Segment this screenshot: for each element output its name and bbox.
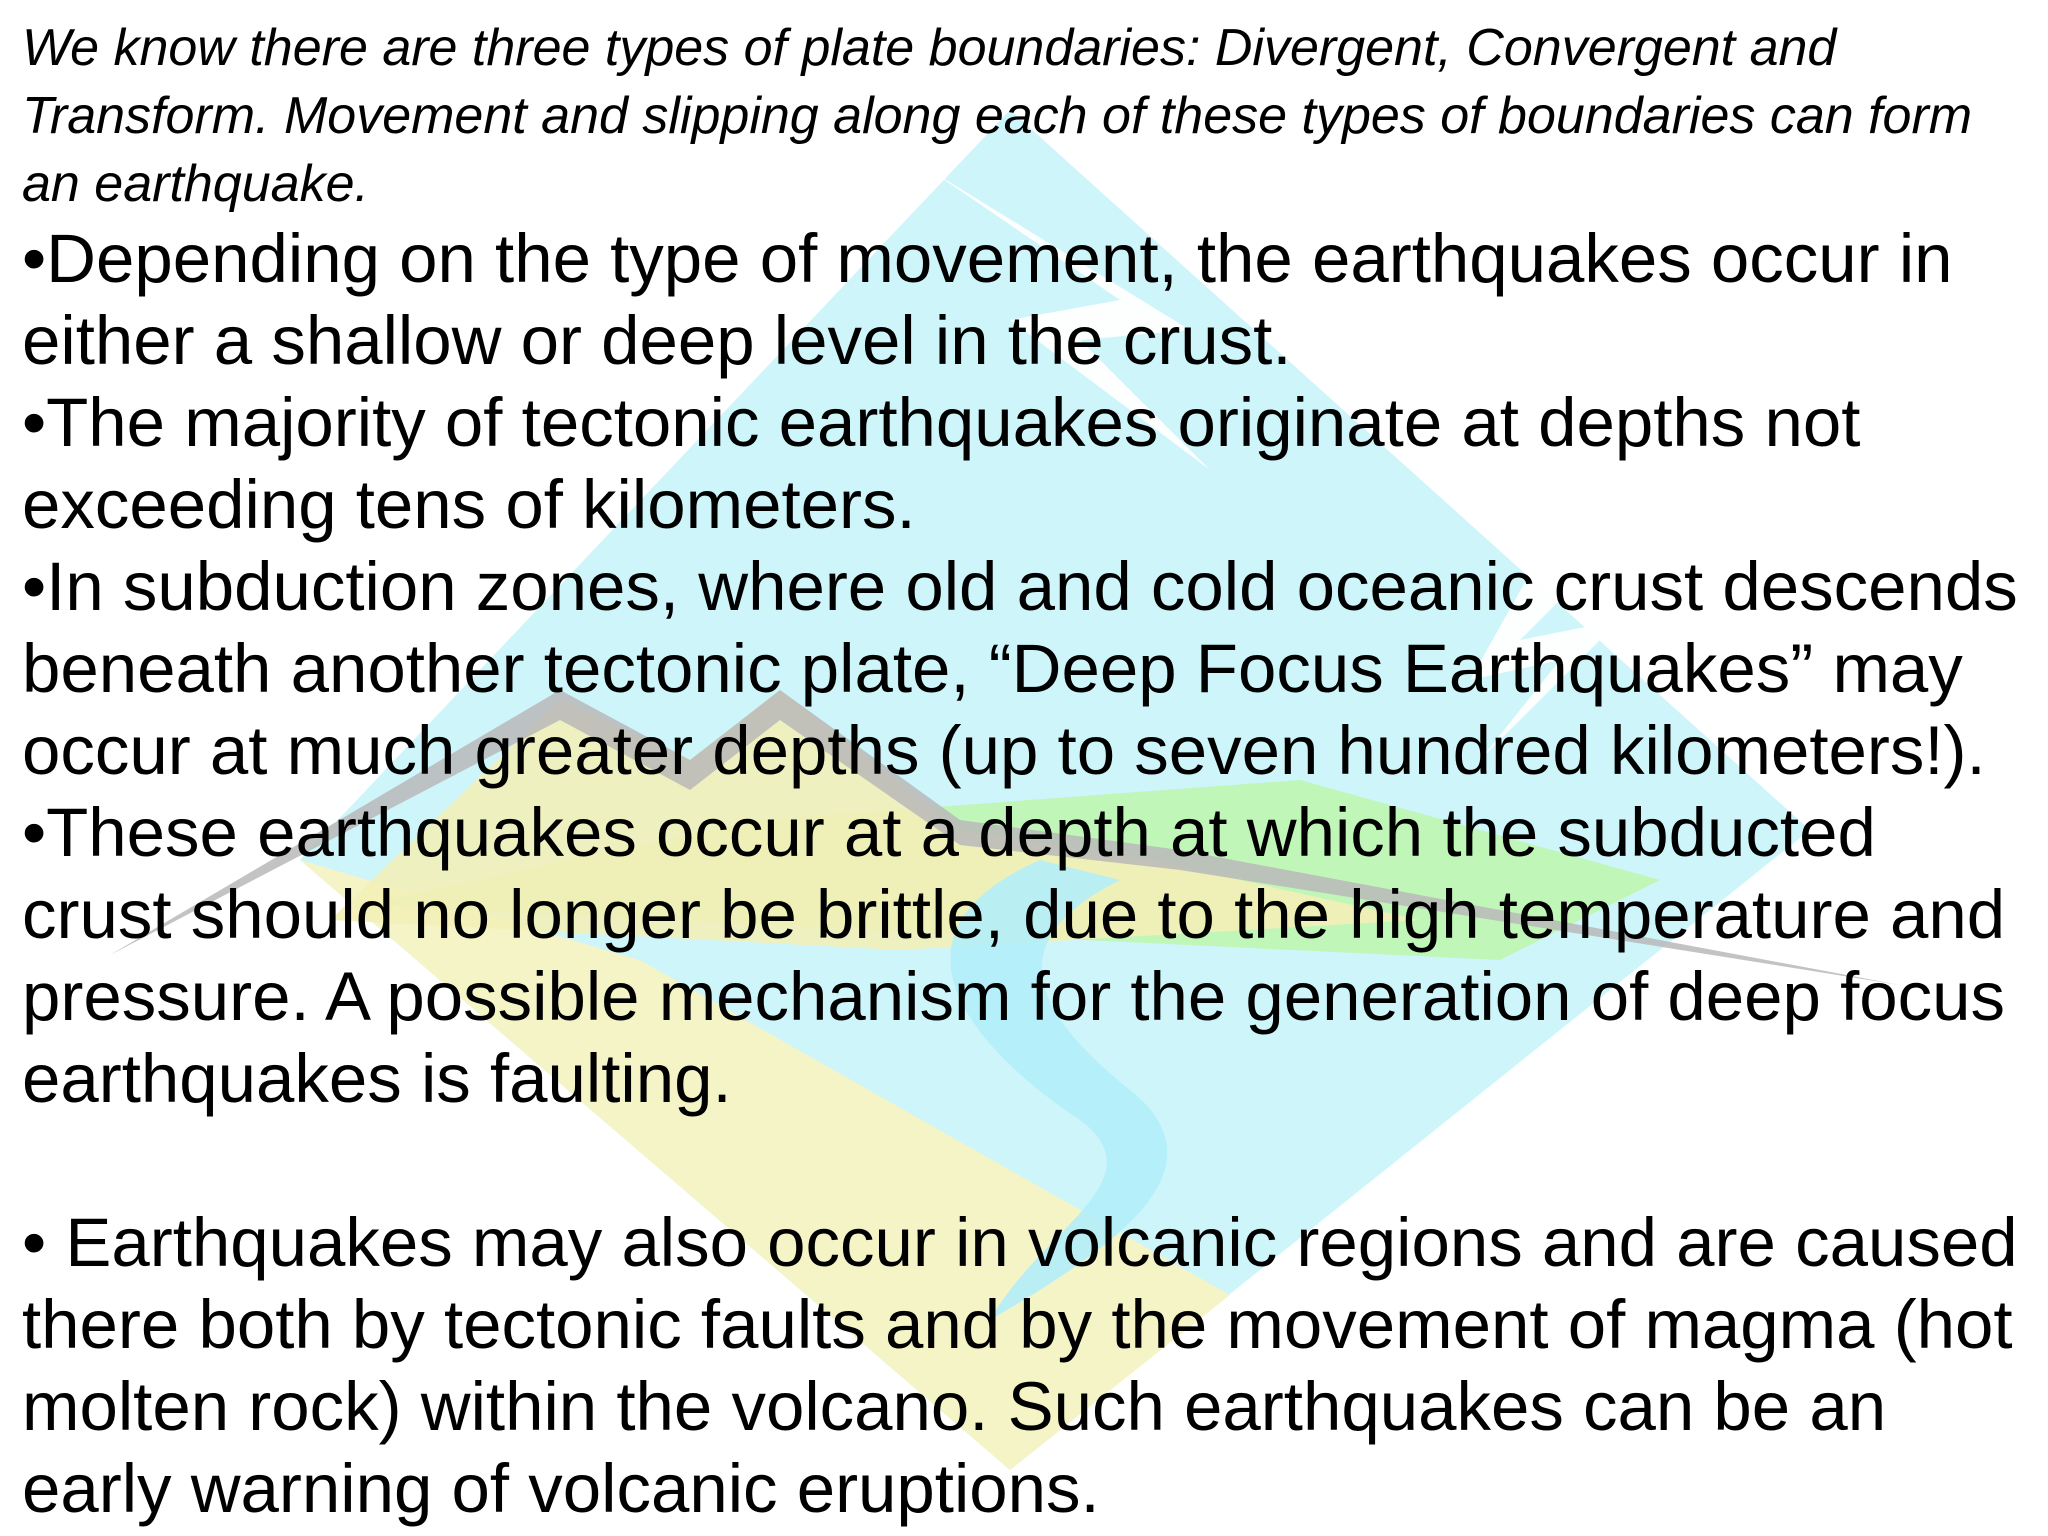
bullet-depth-levels: •Depending on the type of movement, the earthquakes occur in either a shallow or deep level in the crust. bbox=[22, 220, 1953, 379]
bullet-volcanic-regions: • Earthquakes may also occur in volcanic regions and are caused there both by tectonic faults and by the movement of magma (hot molten rock) within the volcano. Such earthquakes can be an early warning of volcanic eruptions. bbox=[22, 1204, 2018, 1527]
bullet-brittle-crust: •These earthquakes occur at a depth at which the subducted crust should no longer be brittle, due to the high temperature and pressure. A possible mechanism for the generation of deep focus earthquakes is faulting. bbox=[22, 794, 2006, 1117]
bullet-tectonic-depths: •The majority of tectonic earthquakes originate at depths not exceeding tens of kilometers. bbox=[22, 384, 1861, 543]
bullet-subduction-zones: •In subduction zones, where old and cold oceanic crust descends beneath another tectonic plate, “Deep Focus Earthquakes” may occur at much greater depths (up to seven hundred kilometers!). bbox=[22, 548, 2018, 789]
intro-paragraph: We know there are three types of plate boundaries: Divergent, Convergent and Transform. Movement and slipping along each of these types of boundaries can form an earthquake. bbox=[22, 19, 1973, 213]
paragraph-spacer bbox=[22, 1120, 2032, 1202]
